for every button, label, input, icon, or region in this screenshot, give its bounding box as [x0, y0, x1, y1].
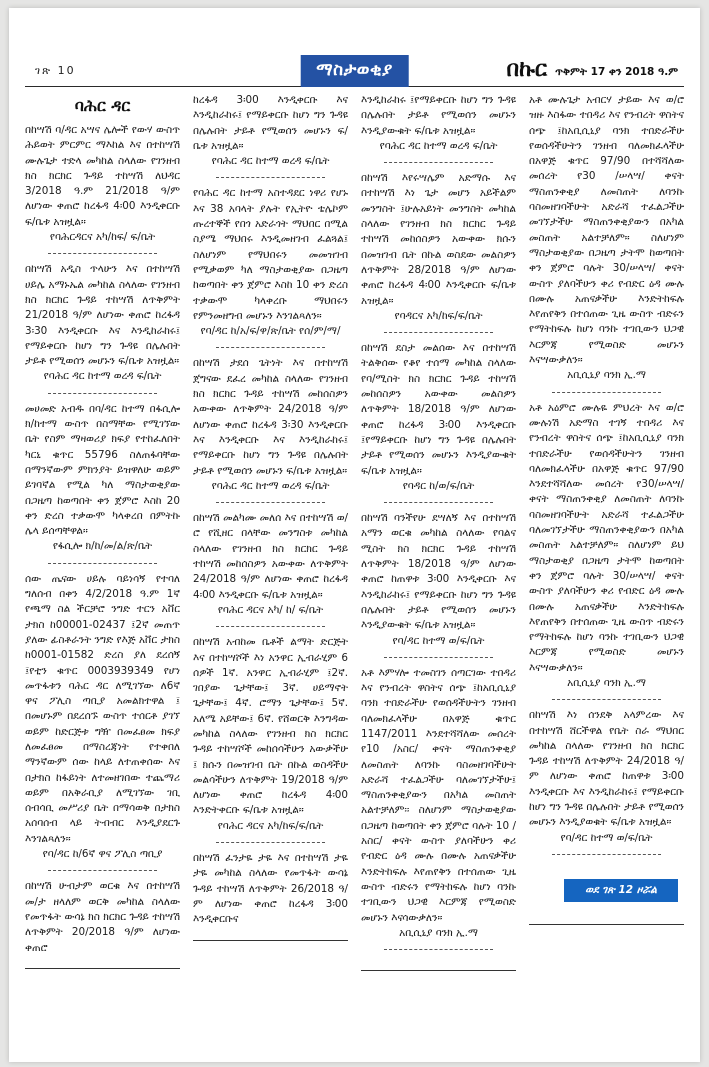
notice-paragraph: የባሕር ዳር ከተማ አስተዳደር ነዋሪ የሆኑ እና 38 አባላት ያሉት የኢትዮ ቴሌኮም ጡረተኞች የበጎ አድራጎት ማህበር በሚል ስያሜ ማህበሩ እንዲመዘገብ ፈልጓል፤ ስለሆነም የማህበሩን መመዝገብ የሚቃወም ካለ ማስታወቂያው በጋዜጣ ከወጣበት ቀን ጀምሮ እስከ 10 ቀን ድረስ ተቃውሞ ካላቀረቡ ማህበሩን የምንመዘግብ መሆኑን እንገልጻለን። [193, 187, 348, 322]
column-4 [529, 93, 684, 971]
dashed-separator [552, 699, 661, 700]
notice-paragraph: በከሣሽ አዲስ ጥላሁን እና በተከሣሽ ሀይሌ አማኑኤል መካከል ስላለው የገንዘብ ክስ ክርክር ጉዳይ ተከሣሽ ለጥቅምት 21/2018 ዓ/ም ለሆነው ቀጠሮ ከረፋዳ 3፡30 እንዲቀርቡ እና እንዲከራከሩ፤ የማይቀርቡ ከሆነ ግን ጉዳዩ በሌሉበት ታይቶ የሚወሰን መሆኑን ፍ/ቤቱ አዝዟል። [25, 263, 180, 368]
notice-signature: የባሕር ዳር ከተማ ወረዳ ፍ/ቤት [211, 155, 330, 168]
notice-paragraph: ሰው ጤናው ሀይሉ ባይነሳኝ የተባለ ግለሰብ በቀን 4/2/2018 ዓ.ም 1ኛ የጫማ ስል ችርቻሮ ንግድ ተርን አቨር ታክስ ከ00001-02437 ፤2ኛ መጠጥ ያለው ፊስቶራንት ንግድ የእጅ አቨር ታክስ ከ0001-01582 ድረስ ያለ ደረሰኝ ፤የቲን ቁጥር 0003939349 የሆነ መጥፋቱን ባሕር ዳር ለሚገኘው ለ6ኛ ዋና ፖሊስ ጣቢያ አመልክተዋል ፤ በመሆኑም በደረሰኙ ውስጥ ተሰርቶ ያገኘ ወይም ከድርጅቱ ግዥ በመፈፀመ ክፍያ ለመፈፀመ በማስረጃነት የተቀበለ ማንኛውም ሰው ከላይ ለተጠቀሰው እና በታክስ ከፋይነት ለተመዘገበው ተጨማሪ ወይም በአቅራቢያ ለሚገኘው ገቢ ሰብሳቢ መሥሪያ ቤት በማሳወቅ በታክስ አሰባሰብ ላይ ትብብር እንዲያደርጉ እንገልጻለን። [25, 572, 180, 845]
dashed-separator [216, 842, 325, 843]
notice-signature: አቢሲኒያ ባንክ ኢ.ማ [567, 369, 646, 382]
notice-paragraph: በከሣሽ እየሩሣሌም አድማሱ እና በተከሣሽ እነ ጌታ መሆን አይችልም መንግስት ፤ሁሉአይነት መንግስት መካከል ስላለው የገንዘብ ክስ ክርክር ጉዳይ ተከሣሽ መከሰስዎን አውቀው ክሱን በመዝገብ ቤት በኩል ወስደው መልስዎን ለጥቅምት 28/2018 ዓ/ም ለሆነው ቀጠሮ ከረፋዳ 4፡00 እንዲቀርቡ ፍ/ቤቱ አዝዟል። [361, 172, 516, 307]
notice-signature: የባ/ዳር ከተማ ወ/ፍ/ቤት [392, 634, 485, 647]
dashed-separator [48, 253, 157, 254]
notice-paragraph: በከሣሽ አብከመ ቤቶች ልማት ድርጅት እና በተከሣሾች እነ አንዋር ኢብራሂም 6 ሰዎች 1ኛ. አንዋር ኢብራሂም ፤2ኛ. ገበያው ጌታቸው፤ 3ኛ. ሀይማኖት ጌታቸው፤ 4ኛ. ሮማን ጌታቸው፤ 5ኛ. አለሜ አይቸው፤ 6ኛ. የሸወርቅ እንግዳው መካከል ስላለው የገንዘብ ክስ ክርክር ጉዳይ ተከሣሾች መከሰሳችሁን አውቃችሁ ፤ ክሱን በመዝገብ ቤት በኩል ወስዳችሁ መልሳችሁን ለጥቅምት 19/2018 ዓ/ም ለሆነው ቀጠሮ ከረፋዳ 4፡00 እንድትቀርቡ ፍ/ቤቱ አዝዟል። [193, 636, 348, 817]
dashed-separator [48, 870, 157, 871]
dashed-separator [384, 332, 493, 333]
notice-signature: የባሕር ዳርና አካ/ከፍ/ፍ/ቤት [217, 819, 324, 832]
dashed-separator [384, 162, 493, 163]
dashed-separator [552, 854, 661, 855]
newspaper-name: በኩር [506, 57, 548, 82]
notice-paragraph: እንዲከራከሩ ፤የማይቀርቡ ከሆነ ግን ጉዳዩ በሌሉበት ታይቶ የሚወሰን መሆኑን እንዲያውቁት ፍ/ቤቱ አዝዟል። [361, 94, 516, 137]
dashed-separator [216, 177, 325, 178]
notice-paragraph: በከሣሽ እነ ሰንደቅ አላምረው እና በተከሣሽ ሸርችዋል የቤት ስራ ማህበር መካከል ስላለው የገንዘብ ክስ ክርክር ጉዳይ ተከሣሽ ለጥቅምት 24/2018 ዓ/ም ለሆነው ቀጠሮ ከጠዋቱ 3፡00 እንዲቀርቡ እና እንዲከራከሩ፤ የማይቀርቡ ከሆነ ግን ጉዳዩ በሌሉበት ታይቶ የሚወሰን መሆኑን እንዲያወቁት ፍ/ቤቱ አዝዟል። [529, 709, 684, 829]
column-end-rule [25, 968, 180, 969]
masthead-label: ማስታወቂያ [316, 60, 393, 80]
notice-paragraph: በከሣሽ መልካሙ መለሰ እና በተከሣሽ ወ/ሮ የሺዘር በላቸው መንግስቱ መካከል ስላለው የገንዘብ ክስ ክርክር ጉዳይ ተከሣሽ መከሰስዎን አውቀው ለጥቅምት 24/2018 ዓ/ም ለሆነው ቀጠሮ ከረፋዳ 4፡00 እንዲቀርቡ ፍ/ቤቱ አዝዟል። [193, 512, 348, 601]
notice-signature: የባ/ዳር ከ/አ/ፍ/ዋ/ጽ/ቤት የሰ/ም/ማ/ [200, 325, 341, 338]
dashed-separator [552, 392, 661, 393]
column-1 [25, 93, 180, 971]
notice-paragraph: አቶ አዕምሮ ሙሉዬ ምህረት እና ወ/ሮ ሙሉነሽ አድማስ ተገኝ ተበዳሪ እና የንብረት ዋስትና ሰጭ ፤ከአቢሲኒያ ባንክ ተበድራችሁ የወሰዳችሁትን ገንዘብ ባለመክፈላችሁ በአዋጅ ቁጥር 97/90 እንደተሻሻለው መሰረት የ30/ሠላሣ/ ቀናት ማስጠንቀቂያ ለመስጠት ለባንኩ ባስመዘገባችሁት አድራሻ ተፈልጋችሁ ባለመገኘታችሁ ማስጠንቀቂያውን በአካል መስጠት አልተቻለም። ስለሆነም ይህ ማስታወቂያ በጋዜጣ ታትሞ ከወጣበት ቀን ጀምሮ ባሉት 30/ሠላሣ/ ቀናት ውስጥ ያለባችሁን ቀሪ የብድር ዕዳ ሙሉ በሙሉ አጠናቃችሁ እንድትከፍሉ እየጠየቅን በተሰጠው ጊዜ ውስጥ ብድሩን የማትከፍሉ ከሆነ ባንኩ ተገቢውን ህጋዊ እርምጃ የሚወስድ መሆኑን እናሣውቃለን። [529, 401, 684, 674]
notice-signature: የባሕር ዳር ከተማ ወረዳ ፍ/ቤት [43, 370, 162, 383]
dashed-separator [216, 626, 325, 627]
section-title: ባሕር ዳር [74, 96, 131, 115]
page-header [25, 8, 684, 87]
notice-paragraph: አቶ እምሃሎ ተመስገን ሰጣርገው ተበዳሪ እና የንብረት ዋስትና ሰጭ ፤ከአቢሲኒያ ባንክ ተበድራችሁ የወሰዳችሁትን ገንዘብ ባለመክፈላችሁ በአዋጅ ቁጥር 1147/2011 እንደተሻሻለው መሰረት የ10 /አስር/ ቀናት ማስጠንቀቂያ ለመስጠት ለባንኩ ባስመዘገባችሁት አድራሻ ተፈልጋችሁ ባለመገኘታችሁ፤ ማስጠንቀቂያውን በአካል መስጠት አልተቻለም፡፡ ስለሆነም ማስታወቂያው በጋዜጣ ከወጣበት ቀን ጀምሮ ባሉት 10 /አስር/ ቀናት ውስጥ ያለባችሁን ቀሪ የብድር ዕዳ ሙሉ በሙሉ አጠናቃችሁ እንድትከፍሉ እየጠየቅን በተሰጠው ጊዜ ውስጥ ብድሩን የማትከፍሉ ከሆነ ባንኩ ተገቢውን ህጋዊ እርምጃ የሚወስድ መሆኑን እናሳውቃለን። [361, 666, 516, 924]
newspaper-page [9, 8, 700, 1062]
dashed-separator [48, 563, 157, 564]
dashed-separator [216, 502, 325, 503]
notice-signature: የባሕር ዳር ከተማ ወረዳ ፍ/ቤት [379, 139, 498, 152]
dashed-separator [384, 502, 493, 503]
notice-signature: የባሕር ዳር ከተማ ወረዳ ፍ/ቤት [211, 479, 330, 492]
notice-signature: የባዳር ከ/ወ/ፍ/ቤት [402, 479, 475, 492]
column-end-rule [529, 924, 684, 925]
notice-paragraph: በከሣሽ ታደሰ ጌትነት እና በተከሣሽ ጀግናው ደፈረ መካከል ስላለው የገንዘብ ክስ ክርክር ጉዳይ ተከሣሽ መከሰስዎን አውቀው ለጥቅምት 24/2018 ዓ/ም ለሆነው ቀጠሮ ከረፋዳ 3፡30 እንዲቀርቡ እና እንዲቀርቡ እና እንዲከራከሩ፤ የማይቀርቡ ከሆነ ግን ጉዳዩ በሌሉበት ታይቶ የሚወሰን መሆኑን ፍ/ቤቱ አዝዟል። [193, 357, 348, 477]
notice-signature: የባሕርዳርና አካ/ከፍ/ ፍ/ቤት [49, 231, 156, 244]
dashed-separator [48, 393, 157, 394]
masthead-badge [300, 55, 409, 87]
dashed-separator [216, 347, 325, 348]
column-end-rule [361, 970, 516, 971]
notice-signature: አቢሲኒያ ባንክ ኢ.ማ [399, 926, 478, 939]
article-columns [9, 87, 700, 971]
notice-paragraph: አቶ ሙሉጌታ አብርሃ ታይው እና ወ/ሮ ዝዙ እስፋው ተበዳሪ እና የንብረት ዋስትና ሰጭ ፤ከአቢሲኒያ ባንክ ተበድራችሁ የወሰዳችሁትን ገንዘብ ባለመክፈላችሁ በአዋጅ ቁጥር 97/90 በተሻሻለው መሰረት የ30 /ሠላሣ/ ቀናት ማስጠንቀቂያ ለመስጠት ለባንኩ ባስመዘገባችሁት አድራሻ ተፈልጋችሁ መገኘታችሁ ማስጠንቀቂያውን በአካል መስጠት አልተቻለም። ስለሆነም ማስታወቂያው በጋዜጣ ታትሞ ከወጣበት ቀን ጀምሮ ባሉት 30/ሠላሣ/ ቀናት ውስጥ ያለባችሁን ቀሪ የብድር ዕዳ ሙሉ በሙሉ አጠናቃችሁ እንድትከፍሉ እየጠየቅን በተሰጠው ጊዜ ውስጥ ብድሩን የማትከፍሉ ከሆነ ባንኩ ተገቢውን ህጋዊ እርምጃ የሚወስድ መሆኑን እናሣውቃለን። [529, 94, 684, 367]
dashed-separator [384, 657, 493, 658]
notice-paragraph: በከሣሽ ባ/ዳር አሣና ሌሎች የውሃ ውስጥ ሕይወት ምርምር ማእከል እና በተከሣሽ ሙሉጌታ ተድላ መካከል ስላለው የገንዘብ ክስ ክርክር ጉዳይ ተከሣሽ ለህዳር 3/2018 ዓ.ም 21/2018 ዓ/ም ለሆነው ቀጠሮ ከረፋዳ 4፡00 እንዲቀርቡ ፍ/ቤቱ አዝዟል። [25, 124, 180, 228]
notice-paragraph: በከሣሽ ባንችየሁ ደሣለኝ እና በተከሣሽ አማን ወርቁ መካከል ስላለው የባልና ሚስት ክስ ክርክር ጉዳይ ተከሣሽ ለጥቅምት 18/2018 ዓ/ም ለሆነው ቀጠሮ ከጠዋቱ 3፡00 እንዲቀርቡ እና እንዲከራከሩ፤ የማይቀርቡ ከሆነ ግን ጉዳዩ በሌሉበት ታይቶ የሚወሰን መሆኑን እንዲያውቁት ፍ/ቤቱ አዝዟል። [361, 512, 516, 632]
column-end-rule [193, 940, 348, 941]
continued-on-page-banner: ወደ ገጽ 12 ዞሯል [564, 879, 678, 902]
notice-paragraph: በከሣሽ ሁብታም ወርቁ እና በተከሣሽ መ/ታ ዘላለም ወርቅ መካከል ስላለው የመጥፋት ውሳኔ ክስ ክርክር ጉዳይ ተከሣሽ ለጥቅምት 20/2018 ዓ/ም ለሆነው ቀጠሮ [25, 880, 180, 954]
notice-signature: የባዳርና አካ/ከፍ/ፍ/ቤት [394, 309, 483, 322]
notice-paragraph: መሀመድ አብዱ በባ/ዳር ከተማ በፋሲሎ ክ/ከተማ ውስጥ በስማቸው የሚገኘው ቤት የስም ማዛወሪያ ክፍያ የተከፈለበት ካርኒ ቁጥር 55796 ስለጠፋባቸው በማንኛውም ምክንያት ይዝዋለሁ ወይም ይገባኛል የሚል ካለ ማስታወቂያው በጋዜጣ ከወጣበት ቀን ጀምሮ እስከ 20 ቀን ድረስ ተቃውሞ ካላቀረበ በምትኩ ሌላ ይሰጣቸዋል። [25, 402, 180, 538]
notice-signature: የባሕር ዳርና አካ/ ከ/ ፍ/ቤት [217, 603, 324, 616]
page-number-label: ገጽ 10 [35, 64, 76, 77]
notice-paragraph: በከሣሽ ፈንታዬ ታዬ እና በተከሣሽ ታዬ ታዬ መካከል ስላለው የመጥፋት ውሳኔ ጉዳይ ተከሣሽ ለጥቅምት 26/2018 ዓ/ም ለሆነው ቀጠሮ ከረፋዳ 3፡00 እንዲቀርቡና [193, 852, 348, 926]
notice-paragraph: ከረፋዳ 3፡00 እንዲቀርቡ እና እንዲከራከሩ፤ የማይቀርቡ ከሆነ ግን ጉዳዩ በሌሉበት ታይቶ የሚወሰን መሆኑን ፍ/ቤቱ አዝዟል። [193, 94, 348, 152]
dashed-separator [384, 949, 493, 950]
column-3 [361, 93, 516, 971]
notice-signature: አቢሲኒያ ባንክ ኢ.ማ [567, 676, 646, 689]
notice-signature: የፋሲሎ ክ/ከ/መ/ል/ጽ/ቤት [52, 540, 153, 553]
notice-signature: የባ/ዳር ከ/6ኛ ዋና ፖሊስ ጣቢያ [42, 848, 163, 861]
notice-paragraph: በከሣሽ ደስታ መልሰው እና በተከሣሽ ትልቅሰው የቆየ ተሰማ መካከል ስላለው የባ/ሚስት ክስ ክርክር ጉዳይ ተከሣሽ መከሰስዎን አውቀው መልስዎን ለጥቅምት 18/2018 ዓ/ም ለሆነው ቀጠሮ ከረፋዳ 3፡00 እንዲቀርቡ ፤የማይቀርቡ ከሆነ ግን ጉዳዩ በሌሉበት ታይቶ የሚወሰን መሆኑን እንዲያውቁት ፍ/ቤቱ አዝዟል። [361, 342, 516, 477]
column-2 [193, 93, 348, 971]
notice-signature: የባ/ዳር ከተማ ወ/ፍ/ቤት [560, 831, 653, 844]
newspaper-brand [507, 59, 678, 81]
issue-date: ጥቅምት 17 ቀን 2018 ዓ.ም [555, 66, 678, 78]
